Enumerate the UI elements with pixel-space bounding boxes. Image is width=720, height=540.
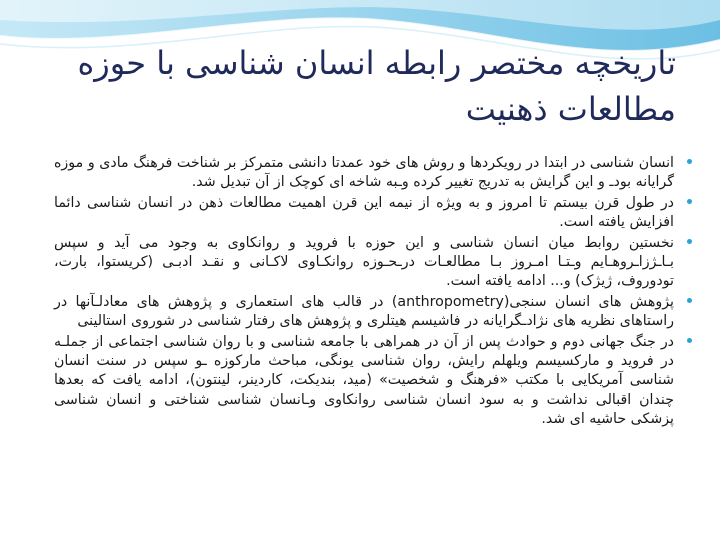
bullet-dot-icon bbox=[687, 239, 692, 244]
bullet-text: در طول قرن بیستم تا امروز و به ویژه از نیمه این قرن اهمیت مطالعات ذهن در انسان شناسی دائما افزایش یافته است. bbox=[54, 194, 674, 231]
bullet-dot-icon bbox=[687, 199, 692, 204]
bullet-dot-icon bbox=[687, 338, 692, 343]
bullet-item bbox=[54, 154, 674, 193]
bullet-text: انسان شناسی در ابتدا در رویکردها و روش های خود عمدتا دانشی متمرکز بر شناخت فرهنگ مادی و موزه گرایانه بودـ و این گرایش به تدریج تغییر کرده وـبه شاخه ای کوچک از آن تبدیل شد. bbox=[54, 155, 674, 191]
bullet-list bbox=[54, 154, 674, 431]
slide-title: تاریخچه مختصر رابطه انسان شناسی با حوزه مطالعات ذهنیت bbox=[77, 44, 676, 128]
bullet-dot-icon bbox=[687, 159, 692, 164]
bullet-item bbox=[54, 333, 674, 430]
bullet-text: در جنگ جهانی دوم و حوادث پس از آن در همراهی با جامعه شناسی و با روان شناسی اجتماعی از جملـه در فروید و مارکسیسم ویلهلم رایش، روان شناسی یونگی، مباحث مارکوزه ـو سپس در سنت انسان شناسی آمریکایی با مکتب «فرهنگ و شخصیت» (مید، بندیکت، کاردینر، لینتون)، ادامه یافت که بعدها چندان اقبالی نداشت و به سود انسان شناسی روانکاوی وـانسان شناسی شناختی و انسان شناسی پزشکی حاشیه ای شد. bbox=[54, 333, 674, 428]
bullet-item bbox=[54, 293, 674, 332]
bullet-item bbox=[54, 234, 674, 292]
bullet-dot-icon bbox=[687, 298, 692, 303]
bullet-text: پژوهش های انسان سنجی(anthropometry) در قالب های استعماری و پژوهش های معادلـآنها در راستاهای نظریه های نژادـگرایانه در فاشیسم هیتلری و پژوهش های رفتار شناسی در شوروی استالینی bbox=[54, 293, 674, 330]
bullet-text: نخستین روابط میان انسان شناسی و این حوزه با فروید و روانکاوی به وجود می آید و سپس بـاـژزاـروهـایم وـتـا امـروز بـا مطالعـات درـحـوزه روانکـاوی لاکـانی و نقـد ادبـی (کریستوا، بارت، تودوروف، ژیژک) و... ادامه یافته است. bbox=[54, 234, 674, 290]
bullet-item bbox=[54, 194, 674, 233]
